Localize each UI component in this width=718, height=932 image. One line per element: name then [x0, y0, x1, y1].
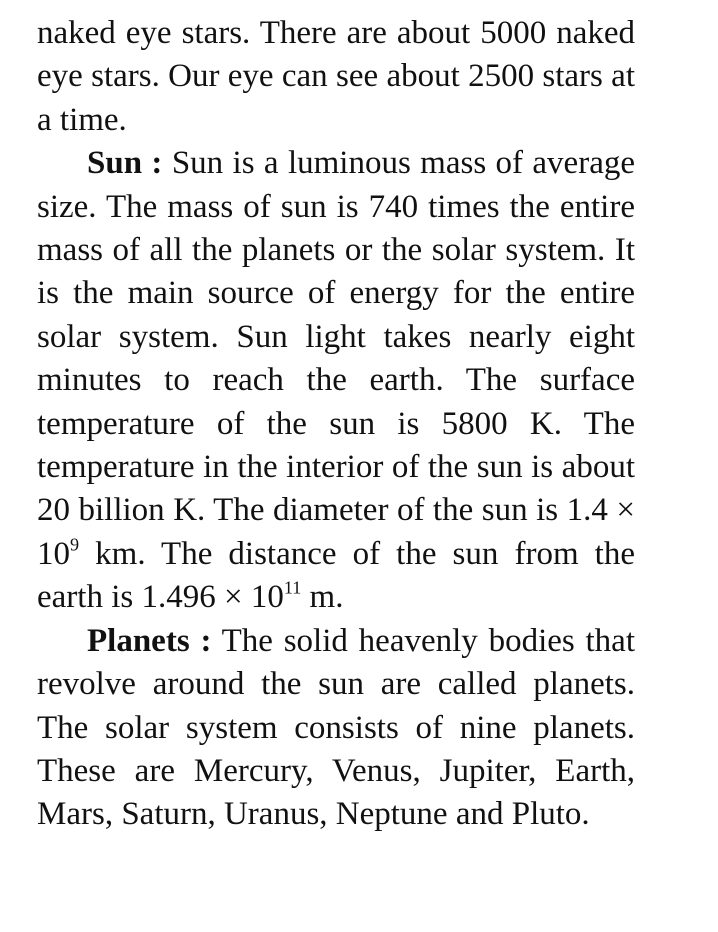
document-page	[37, 12, 635, 837]
paragraph-sun	[37, 142, 635, 619]
term-planets: Planets :	[87, 622, 212, 659]
paragraph-planets	[37, 620, 635, 837]
planets-text: The solid heavenly bodies that revolve around the sun are called planets. The solar system consists of nine planets. These are Mercury, Venus, Jupiter, Earth, Mars, Saturn, Uranus, Neptune and Pluto.	[37, 622, 635, 833]
intro-text: naked eye stars. There are about 5000 naked eye stars. Our eye can see about 2500 stars at a time.	[37, 15, 635, 138]
sun-text: Sun is a luminous mass of average size. The mass of sun is 740 times the entire mass of all the planets or the solar system. It is the main source of energy for the entire solar system. Sun light takes nearly eight minutes to reach the earth. The surface temperature of the sun is 5800 K. The temperature in the interior of the sun is about 20 billion K. The diameter of the sun is 1.4 × 10	[37, 145, 635, 572]
term-sun: Sun :	[87, 145, 163, 182]
sun-diameter-exponent: 9	[70, 534, 80, 555]
paragraph-intro	[37, 12, 635, 142]
sun-text-2: km. The distance of the sun from the earth is 1.496 × 10	[37, 535, 635, 616]
sun-distance-exponent: 11	[283, 577, 302, 598]
sun-text-3: m.	[301, 579, 344, 616]
